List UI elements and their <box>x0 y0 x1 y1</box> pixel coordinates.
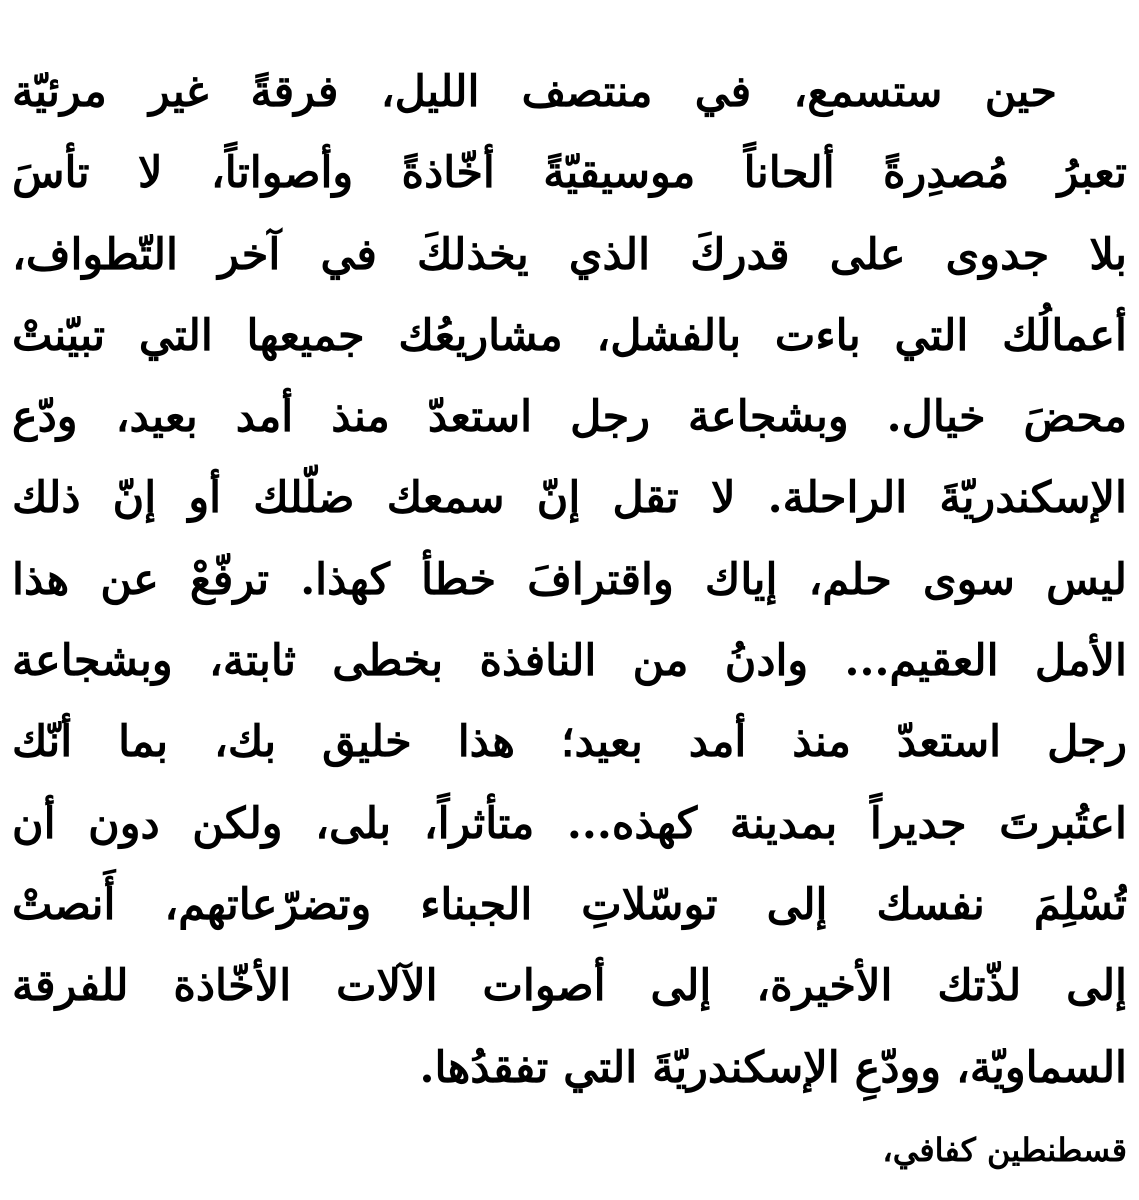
text-line: بلا جدوى على قدركَ الذي يخذلكَ في آخر التّطواف، <box>12 229 1127 280</box>
text-line: اعتُبرتَ جديراً بمدينة كهذه... متأثراً، بلى، ولكن دون أن <box>12 798 1127 849</box>
text-line: الإسكندريّةَ الراحلة. لا تقل إنّ سمعك ضلّلك أو إنّ ذلك <box>12 473 1127 524</box>
text-line: تُسْلِمَ نفسك إلى توسّلاتِ الجبناء وتضرّعاتهم، أَنصتْ <box>12 879 1127 930</box>
text-line: إلى لذّتك الأخيرة، إلى أصوات الآلات الأخّاذة للفرقة <box>12 961 1127 1012</box>
text-line: حين ستسمع، في منتصف الليل، فرقةً غير مرئيّة <box>12 67 1057 117</box>
text-line: السماويّة، وودّعِ الإسكندريّةَ التي تفقدُها. <box>419 1042 1127 1093</box>
text-line: تعبرُ مُصدِرةً ألحاناً موسيقيّةً أخّاذةً وأصواتاً، لا تأسَ <box>12 148 1127 199</box>
text-line: رجل استعدّ منذ أمد بعيد؛ هذا خليق بك، بما أنّك <box>12 717 1127 768</box>
text-line: الأمل العقيم... وادنُ من النافذة بخطى ثابتة، وبشجاعة <box>12 636 1127 687</box>
text-line: ليس سوى حلم، إياك واقترافَ خطأ كهذا. ترفّعْ عن هذا <box>12 554 1127 605</box>
poem-paragraph <box>12 52 1127 1109</box>
text-line: محضَ خيال. وبشجاعة رجل استعدّ منذ أمد بعيد، ودّع <box>12 392 1127 443</box>
author-attribution: قسطنطين كفافي، <box>882 1131 1127 1169</box>
text-line: أعمالُك التي باءت بالفشل، مشاريعُك جميعها التي تبيّنتْ <box>12 310 1127 361</box>
